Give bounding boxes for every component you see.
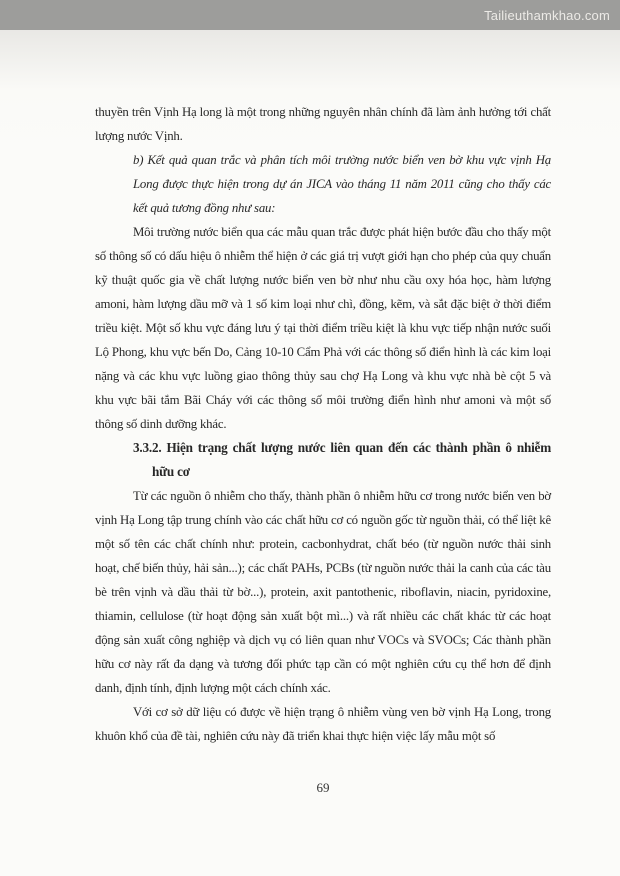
paragraph: b) Kết quả quan trắc và phân tích môi trường nước biển ven bờ khu vực vịnh Hạ Long được thực hiện trong dự án JICA vào tháng 11 năm 2011 cũng cho thấy các kết quả tương đồng như sau: bbox=[133, 153, 551, 215]
paragraph: Với cơ sở dữ liệu có được về hiện trạng ô nhiễm vùng ven bờ vịnh Hạ Long, trong khuôn khổ của đề tài, nghiên cứu này đã triển khai thực hiện việc lấy mẫu một số bbox=[95, 705, 551, 743]
scanner-band bbox=[0, 0, 620, 30]
paragraph: thuyền trên Vịnh Hạ long là một trong những nguyên nhân chính đã làm ảnh hưởng tới chất lượng nước Vịnh. bbox=[95, 105, 551, 143]
paragraph: Từ các nguồn ô nhiễm cho thấy, thành phần ô nhiễm hữu cơ trong nước biển ven bờ vịnh Hạ Long tập trung chính vào các chất hữu cơ có nguồn gốc từ nguồn thải, có thể liệt kê một số tên các chất chính như: protein, cacbonhydrat, chất béo (từ nguồn nước thải sinh hoạt, chế biến thủy, hải sản...); các chất PAHs, PCBs (từ nguồn nước thải la canh của các tàu bè trên vịnh và dầu thải từ bờ...), protein, axit pantothenic, riboflavin, niacin, pyridoxine, thiamin, cellulose (từ hoạt động sản xuất bột mì...) và rất nhiều các chất khác từ các hoạt động sản xuất công nghiệp và dịch vụ có liên quan như VOCs và SVOCs; Các thành phần hữu cơ này rất đa dạng và tương đối phức tạp cần có một nghiên cứu cụ thể hơn để định danh, định tính, định lượng một cách chính xác. bbox=[95, 489, 551, 695]
section-heading: 3.3.2. Hiện trạng chất lượng nước liên quan đến các thành phần ô nhiễm hữu cơ bbox=[133, 440, 551, 479]
text-block bbox=[95, 100, 551, 748]
page-number: 69 bbox=[316, 780, 330, 795]
paragraph: Môi trường nước biển qua các mẫu quan trắc được phát hiện bước đầu cho thấy một số thông số có dấu hiệu ô nhiễm thể hiện ở các giá trị vượt giới hạn cho phép của quy chuẩn kỹ thuật quốc gia về chất lượng nước biển ven bờ như nhu cầu oxy hóa học, hàm lượng amoni, hàm lượng dầu mỡ và 1 số kim loại như chì, đồng, kẽm, và sắt đặc biệt ở thời điểm triều kiệt. Một số khu vực đáng lưu ý tại thời điểm triều kiệt là khu vực tiếp nhận nước suối Lộ Phong, khu vực bến Do, Cảng 10-10 Cẩm Phả với các thông số điển hình là các kim loại nặng và các khu vực luồng giao thông thủy sau chợ Hạ Long và khu vực nhà bè cột 5 và khu vực bãi tắm Bãi Cháy với các thông số môi trường điển hình như amoni và một số thông số dinh dưỡng khác. bbox=[95, 225, 551, 431]
watermark-text: Tailieuthamkhao.com bbox=[484, 7, 610, 23]
